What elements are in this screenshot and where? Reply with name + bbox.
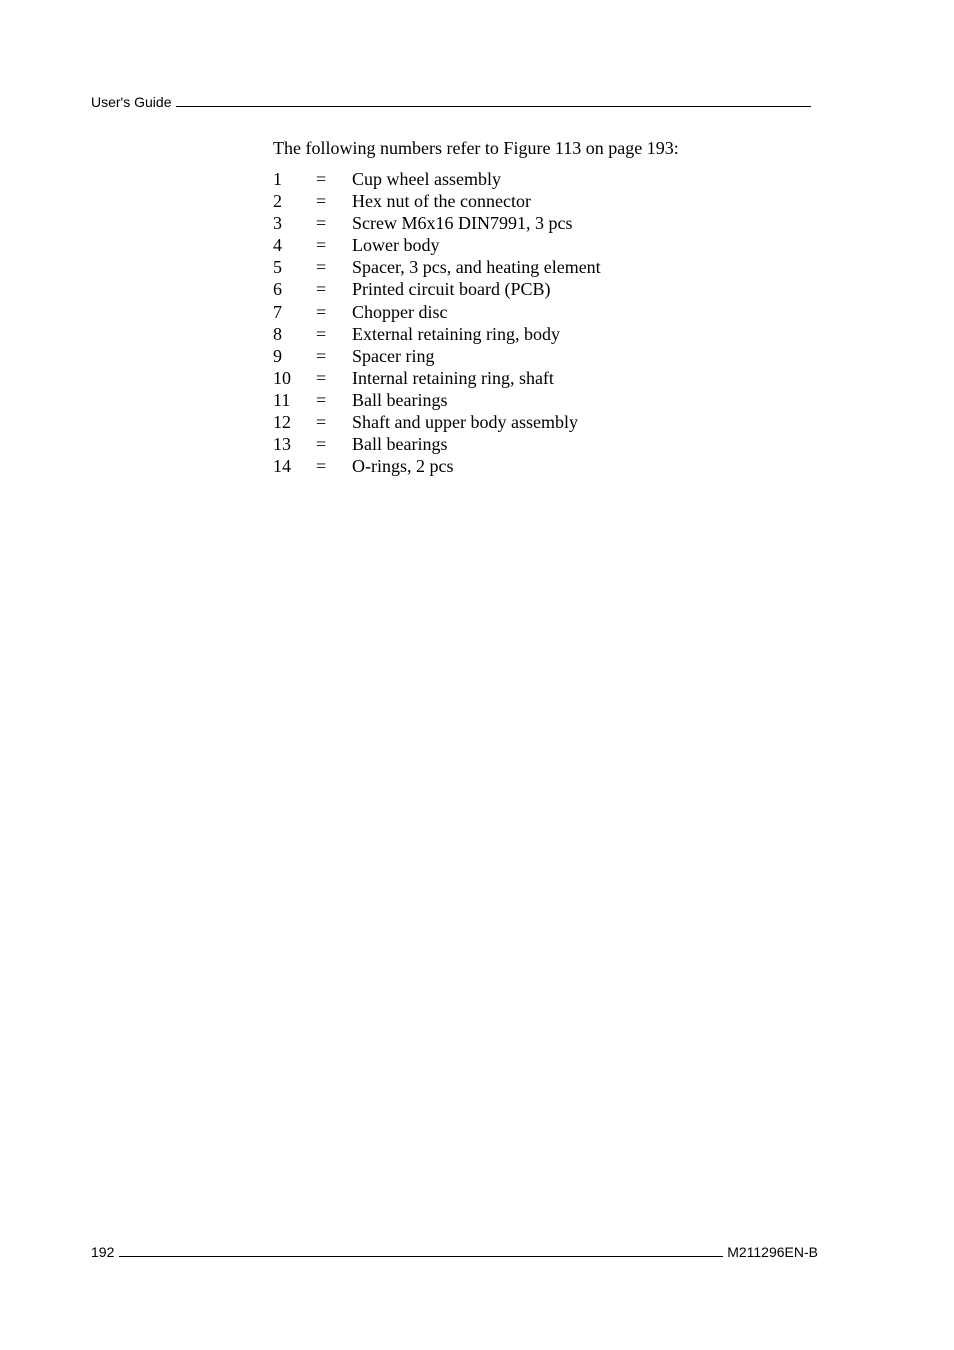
list-item <box>273 323 601 345</box>
header-rule <box>176 105 811 107</box>
item-separator: = <box>316 434 327 455</box>
item-number: 9 <box>273 345 282 366</box>
item-separator: = <box>316 345 327 366</box>
item-separator: = <box>316 367 327 388</box>
item-separator: = <box>316 279 327 300</box>
item-description: Screw M6x16 DIN7991, 3 pcs <box>352 213 573 234</box>
item-number: 5 <box>273 257 282 278</box>
footer-rule <box>119 1255 723 1257</box>
item-separator: = <box>316 191 327 212</box>
item-separator: = <box>316 412 327 433</box>
item-description: O-rings, 2 pcs <box>352 456 454 477</box>
list-item <box>273 190 601 212</box>
item-number: 6 <box>273 279 282 300</box>
list-item <box>273 433 601 455</box>
item-description: Spacer ring <box>352 345 435 366</box>
item-description: Printed circuit board (PCB) <box>352 279 551 300</box>
item-number: 14 <box>273 456 291 477</box>
list-item <box>273 389 601 411</box>
item-number: 8 <box>273 323 282 344</box>
item-separator: = <box>316 456 327 477</box>
item-number: 7 <box>273 301 282 322</box>
list-item <box>273 301 601 323</box>
item-separator: = <box>316 235 327 256</box>
item-number: 2 <box>273 191 282 212</box>
list-item <box>273 455 601 477</box>
page-header <box>91 90 815 110</box>
item-description: Chopper disc <box>352 301 448 322</box>
item-number: 13 <box>273 434 291 455</box>
item-description: Cup wheel assembly <box>352 169 501 189</box>
item-description: Shaft and upper body assembly <box>352 412 578 433</box>
item-separator: = <box>316 389 327 410</box>
list-item <box>273 212 601 234</box>
item-description: Ball bearings <box>352 389 448 410</box>
item-number: 12 <box>273 412 291 433</box>
item-description: External retaining ring, body <box>352 323 560 344</box>
item-separator: = <box>316 323 327 344</box>
item-description: Internal retaining ring, shaft <box>352 367 554 388</box>
list-item <box>273 256 601 278</box>
item-description: Spacer, 3 pcs, and heating element <box>352 257 601 278</box>
page-footer <box>91 1240 818 1260</box>
header-title: User's Guide <box>91 94 172 110</box>
item-description: Hex nut of the connector <box>352 191 531 212</box>
item-separator: = <box>316 169 327 189</box>
item-separator: = <box>316 301 327 322</box>
intro-text: The following numbers refer to Figure 113 on page 193: <box>273 138 679 158</box>
item-number: 1 <box>273 169 282 189</box>
item-number: 11 <box>273 389 291 410</box>
item-separator: = <box>316 213 327 234</box>
list-item <box>273 278 601 300</box>
document-code: M211296EN-B <box>727 1244 818 1260</box>
list-item <box>273 345 601 367</box>
item-number: 3 <box>273 213 282 234</box>
list-item <box>273 367 601 389</box>
list-item <box>273 234 601 256</box>
list-item <box>273 168 601 190</box>
item-description: Ball bearings <box>352 434 448 455</box>
item-separator: = <box>316 257 327 278</box>
item-description: Lower body <box>352 235 440 256</box>
item-number: 4 <box>273 235 282 256</box>
list-item <box>273 411 601 433</box>
page-number: 192 <box>91 1244 115 1260</box>
parts-list <box>273 168 601 477</box>
item-number: 10 <box>273 367 291 388</box>
